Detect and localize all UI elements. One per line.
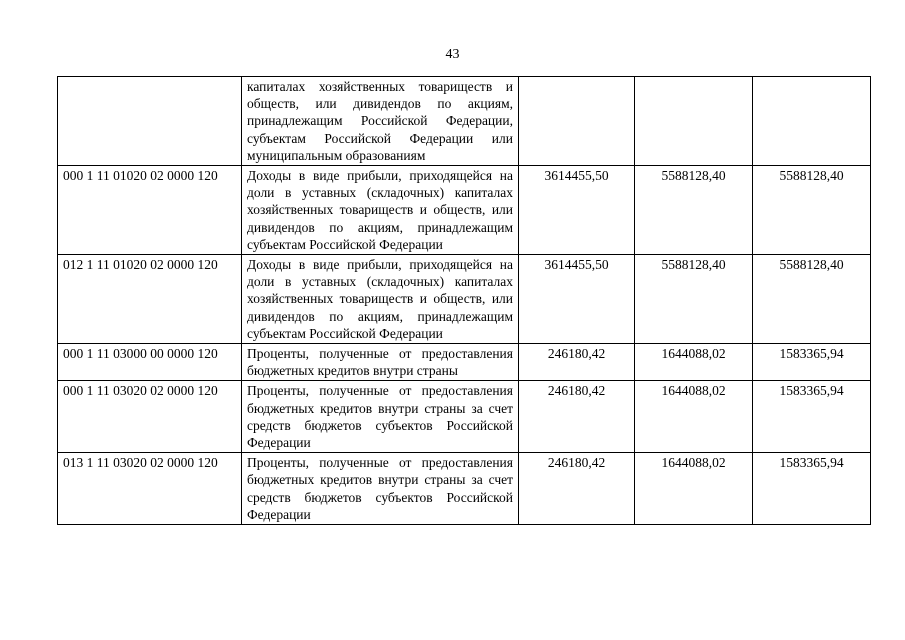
amount-year3-cell: 5588128,40 [753, 166, 871, 255]
amount-year3-cell: 1583365,94 [753, 453, 871, 525]
revenue-table [57, 76, 871, 525]
revenue-name-cell: капиталах хозяйственных товариществ и обществ, или дивидендов по акциям, принадлежащим Российской Федерации, субъектам Российской Федерации или муниципальным образованиям [242, 77, 519, 166]
amount-year2-cell: 5588128,40 [635, 166, 753, 255]
revenue-name-cell: Проценты, полученные от предоставления бюджетных кредитов внутри страны за счет средств бюджетов субъектов Российской Федерации [242, 381, 519, 453]
amount-year2-cell: 5588128,40 [635, 255, 753, 344]
amount-year3-cell: 1583365,94 [753, 381, 871, 453]
amount-year2-cell: 1644088,02 [635, 381, 753, 453]
table-row [58, 381, 871, 453]
budget-code-cell: 000 1 11 01020 02 0000 120 [58, 166, 242, 255]
amount-year1-cell: 3614455,50 [519, 255, 635, 344]
page-number: 43 [445, 47, 460, 62]
budget-code-cell: 000 1 11 03020 02 0000 120 [58, 381, 242, 453]
amount-year1-cell: 3614455,50 [519, 166, 635, 255]
revenue-name-cell: Проценты, полученные от предоставления бюджетных кредитов внутри страны за счет средств бюджетов субъектов Российской Федерации [242, 453, 519, 525]
table-row [58, 77, 871, 166]
amount-year3-cell: 5588128,40 [753, 255, 871, 344]
amount-year2-cell: 1644088,02 [635, 344, 753, 381]
amount-year1-cell [519, 77, 635, 166]
amount-year2-cell [635, 77, 753, 166]
revenue-name-cell: Доходы в виде прибыли, приходящейся на доли в уставных (складочных) капиталах хозяйственных товариществ и обществ, или дивидендов по акциям, принадлежащим субъектам Российской Федерации [242, 255, 519, 344]
table-row [58, 344, 871, 381]
amount-year3-cell: 1583365,94 [753, 344, 871, 381]
amount-year1-cell: 246180,42 [519, 344, 635, 381]
amount-year1-cell: 246180,42 [519, 381, 635, 453]
budget-code-cell [58, 77, 242, 166]
revenue-name-cell: Доходы в виде прибыли, приходящейся на доли в уставных (складочных) капиталах хозяйственных товариществ и обществ, или дивидендов по акциям, принадлежащим субъектам Российской Федерации [242, 166, 519, 255]
amount-year1-cell: 246180,42 [519, 453, 635, 525]
budget-code-cell: 000 1 11 03000 00 0000 120 [58, 344, 242, 381]
table-row [58, 166, 871, 255]
table-row [58, 453, 871, 525]
amount-year2-cell: 1644088,02 [635, 453, 753, 525]
budget-code-cell: 012 1 11 01020 02 0000 120 [58, 255, 242, 344]
budget-code-cell: 013 1 11 03020 02 0000 120 [58, 453, 242, 525]
amount-year3-cell [753, 77, 871, 166]
table-row [58, 255, 871, 344]
revenue-name-cell: Проценты, полученные от предоставления бюджетных кредитов внутри страны [242, 344, 519, 381]
